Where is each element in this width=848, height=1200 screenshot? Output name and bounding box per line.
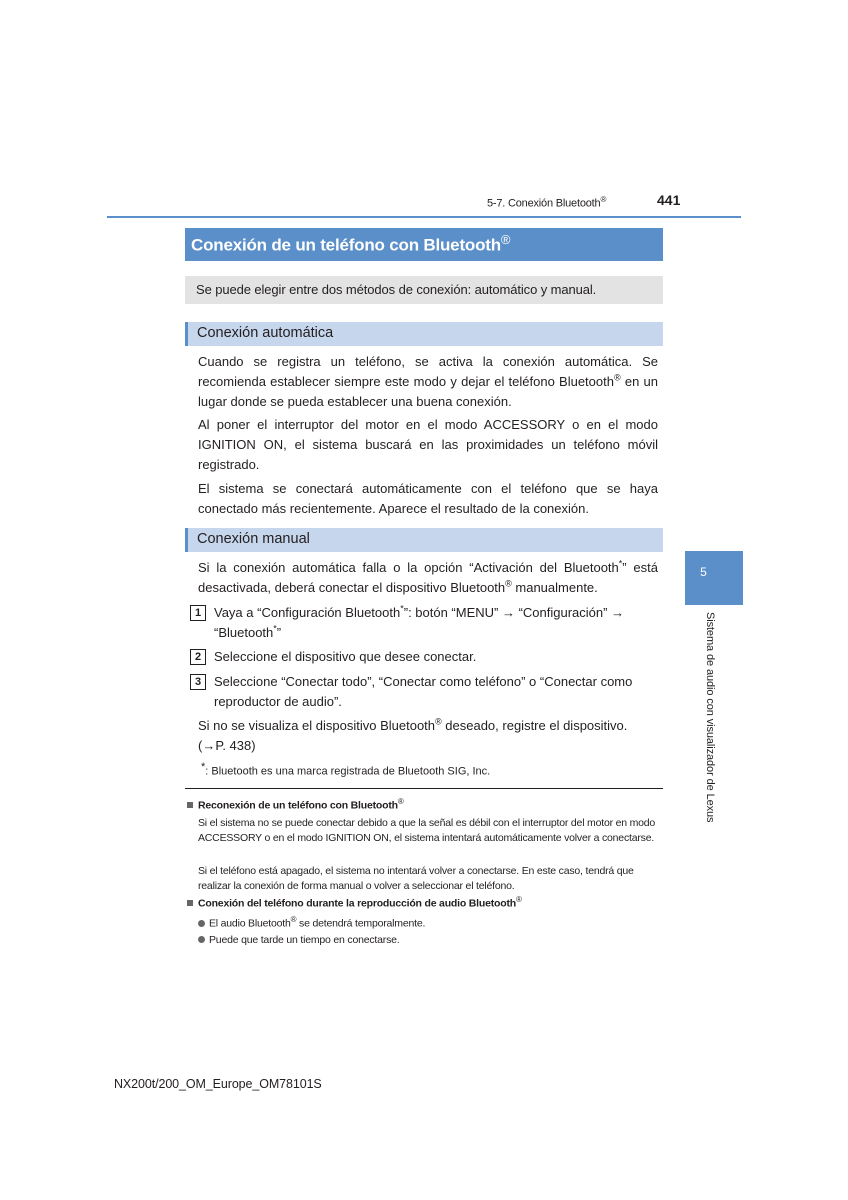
manual-paragraph-1: Si la conexión automática falla o la opción “Activación del Bluetooth*” está desactivada, deberá conectar el dispositivo Bluetooth® manualmente. — [198, 558, 658, 595]
intro-box: Se puede elegir entre dos métodos de conexión: automático y manual. — [185, 276, 663, 304]
header-divider — [107, 216, 741, 218]
step-text: Seleccione “Conectar todo”, “Conectar como teléfono” o “Conectar como reproductor de audio”. — [214, 674, 633, 709]
chapter-label: Sistema de audio con visualizador de Lexus — [704, 612, 716, 823]
manual-connection-heading: Conexión manual — [185, 528, 663, 552]
chapter-number: 5 — [700, 565, 707, 579]
note-heading-audio: Conexión del teléfono durante la reproducción de audio Bluetooth® — [187, 895, 522, 910]
auto-paragraph-2: Al poner el interruptor del motor en el modo ACCESSORY o en el modo IGNITION ON, el sistema buscará en las proximidades un teléfono móvil registrado. — [198, 417, 658, 472]
step-number: 3 — [190, 674, 206, 690]
page-reference-link[interactable]: (→P. 438) — [198, 738, 256, 753]
step-2 — [190, 647, 660, 667]
step-number: 2 — [190, 649, 206, 665]
round-bullet-icon — [198, 936, 205, 943]
page-title: Conexión de un teléfono con Bluetooth® — [185, 228, 663, 261]
page-number: 441 — [657, 192, 681, 208]
auto-paragraph-1: Cuando se registra un teléfono, se activa la conexión automática. Se recomienda establecer siempre este modo y dejar el teléfono Bluetooth® en un lugar donde se pueda establecer una buena conexión. — [198, 354, 658, 409]
auto-connection-heading: Conexión automática — [185, 322, 663, 346]
footnote: *: Bluetooth es una marca registrada de Bluetooth SIG, Inc. — [201, 761, 491, 778]
auto-paragraph-3: El sistema se conectará automáticamente con el teléfono que se haya conectado más recientemente. Aparece el resultado de la conexión. — [198, 481, 658, 516]
note-bullet-2: Puede que tarde un tiempo en conectarse. — [198, 934, 399, 946]
step-number: 1 — [190, 605, 206, 621]
round-bullet-icon — [198, 920, 205, 927]
notes-divider — [185, 788, 663, 789]
note-reconnection-paragraph-1: Si el sistema no se puede conectar debido a que la señal es débil con el interruptor del motor en modo ACCESSORY o en el modo IGNITION ON, el sistema intentará automáticamente volver a conectarse. — [198, 817, 656, 844]
square-bullet-icon — [187, 900, 193, 906]
step-text: Vaya a “Configuración Bluetooth*”: botón “MENU” → “Configuración” → “Bluetooth*” — [214, 603, 625, 640]
step-text: Seleccione el dispositivo que desee conectar. — [214, 649, 477, 664]
step-1 — [190, 603, 660, 643]
document-code: NX200t/200_OM_Europe_OM78101S — [114, 1077, 322, 1091]
note-reconnection-paragraph-2: Si el teléfono está apagado, el sistema no intentará volver a conectarse. En este caso, tendrá que realizar la conexión de forma manual o volver a seleccionar el teléfono. — [198, 865, 634, 892]
square-bullet-icon — [187, 802, 193, 808]
chapter-tab[interactable] — [685, 551, 743, 605]
note-bullet-1: El audio Bluetooth® se detendrá temporalmente. — [198, 915, 425, 930]
step-3 — [190, 672, 660, 712]
running-header-section: 5-7. Conexión Bluetooth® — [487, 195, 607, 210]
manual-paragraph-end: Si no se visualiza el dispositivo Bluetooth® deseado, registre el dispositivo. (→P. 438) — [198, 716, 628, 753]
note-heading-reconnection: Reconexión de un teléfono con Bluetooth® — [187, 797, 404, 812]
